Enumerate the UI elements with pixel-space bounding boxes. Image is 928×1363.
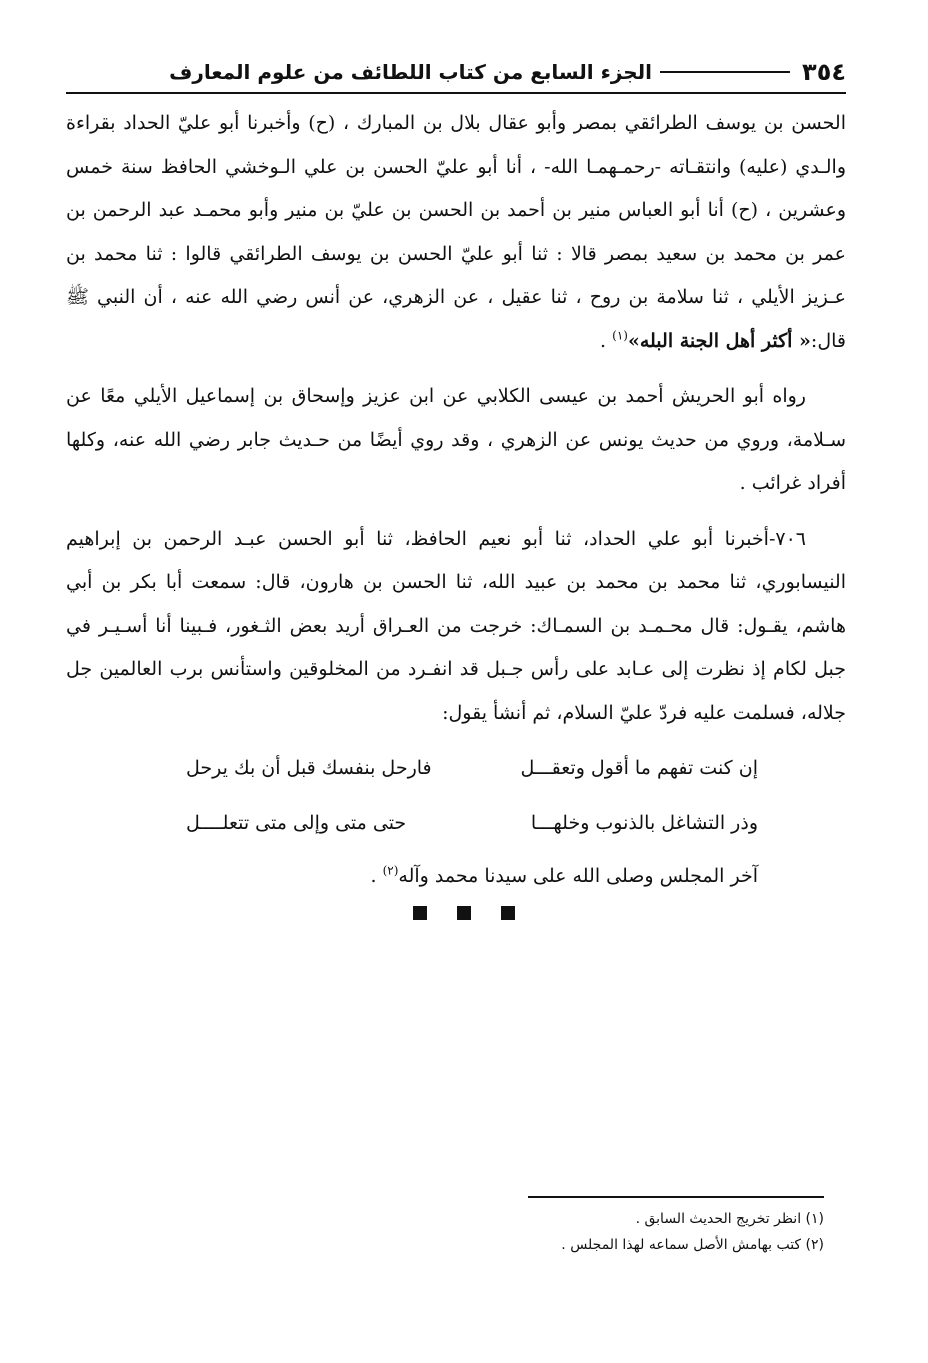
- footnote-ref-1: (١): [612, 328, 628, 343]
- poem-verses: [66, 741, 846, 851]
- footnote-rule: [528, 1196, 824, 1198]
- hadith-quote: « أكثر أهل الجنة البله»: [627, 329, 811, 352]
- paragraph-isnad: [66, 102, 846, 363]
- verse-first-hemistich: وذر التشاغل بالذنوب وخلهـــا: [530, 811, 758, 834]
- paragraph-riwayah: رواه أبو الحريش أحمد بن عيسى الكلابي عن ابن عزيز وإسحاق بن إسماعيل الأيلي معًا عن سـلامة، وروي من حديث يونس عن الزهري ، وقد روي أيضًا من حـديث جابر رضي الله عنه، وكلها أفراد غرائب .: [66, 385, 846, 494]
- verse-second-hemistich: حتى متى وإلى متى تتعلــــل: [186, 811, 407, 834]
- separator-square-icon: [457, 906, 471, 920]
- verse-first-hemistich: إن كنت تفهم ما أقول وتعقـــل: [520, 756, 758, 779]
- paragraph-end-mark: .: [600, 329, 613, 352]
- main-text: [66, 102, 846, 901]
- paragraph-706: ٧٠٦-أخبرنا أبو علي الحداد، ثنا أبو نعيم الحافظ، ثنا أبو الحسن عبـد الرحمن بن إبراهيم النيسابوري، ثنا محمد بن محمد بن عبيد الله، ثنا الحسن بن هارون، قال: سمعت أبا بكر بن أبي هاشم، يقـول: قال محـمـد بن السمـاك: خرجت من العـراق أريد بعض الثـغور، فـبينا أنا أسـيـر في جبل لكام إذ نظرت إلى عـابد على رأس جـبل قد انفـرد من المخلوقين واستأنس برب العالمين جل جلاله، فسلمت عليه فردّ عليّ السلام، ثم أنشأ يقول:: [66, 527, 846, 724]
- separator-square-icon: [413, 906, 427, 920]
- section-separator: [0, 906, 928, 920]
- verse-line: [186, 741, 758, 796]
- verse-line: [186, 796, 758, 851]
- running-header: [66, 52, 846, 94]
- session-closing-text: آخر المجلس وصلى الله على سيدنا محمد وآله: [398, 865, 758, 887]
- closing-end-mark: .: [370, 865, 383, 887]
- header-title: الجزء السابع من كتاب اللطائف من علوم المعارف: [169, 60, 653, 84]
- page-number: ٣٥٤: [802, 58, 846, 86]
- footnote-1: (١) انظر تخريج الحديث السابق .: [635, 1211, 824, 1227]
- separator-square-icon: [501, 906, 515, 920]
- paragraph-isnad-text: الحسن بن يوسف الطرائقي بمصر وأبو عقال بلال بن المبارك ، (ح) وأخبرنا أبو عليّ الحداد بقراءة والـدي (عليه) وانتقـاته -رحمـهمـا الله- ، أنا أبو عليّ الحسن بن علي الـوخشي الحافظ سنة خمس وعشرين ، (ح) أنا أبو العباس منير بن أحمد بن الحسن بن عليّ بن منير وأبو محمـد عبد الرحمن بن عمر بن محمد بن سعيد بمصر قالا : ثنا أبو عليّ الحسن بن يوسف الطرائقي قالوا : ثنا محمد بن عـزيز الأيلي ، ثنا سلامة بن روح ، ثنا عقيل ، عن الزهري، عن أنس رضي الله عنه ، أن النبي ﷺ قال:: [66, 112, 847, 352]
- header-rule: [660, 71, 790, 73]
- session-closing: [66, 851, 846, 901]
- footnote-2: (٢) كتب بهامش الأصل سماعه لهذا المجلس .: [561, 1237, 824, 1253]
- footnote-ref-2: (٢): [382, 863, 399, 878]
- footnotes: [424, 1206, 824, 1258]
- verse-second-hemistich: فارحل بنفسك قبل أن بك يرحل: [186, 756, 432, 779]
